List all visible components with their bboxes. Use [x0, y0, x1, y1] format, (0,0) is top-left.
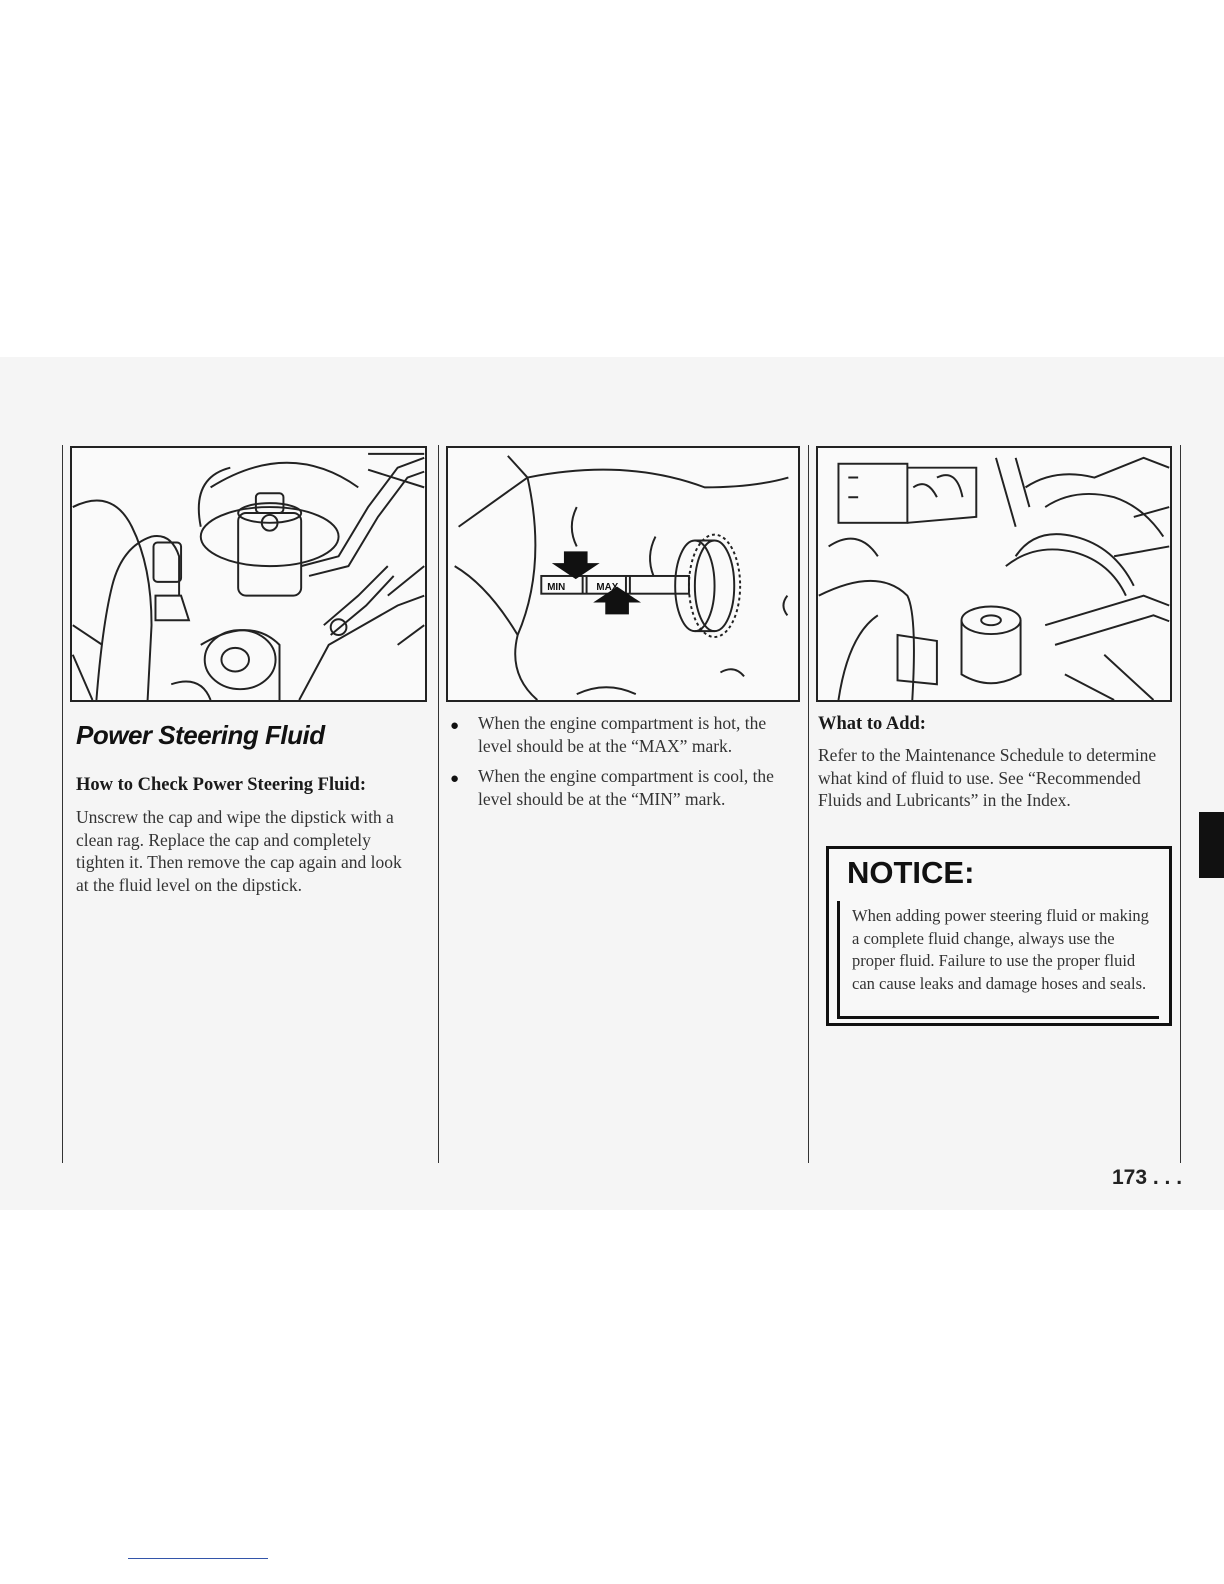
notice-body: When adding power steering fluid or making a complete fluid change, always use the proper fluid. Failure to use the proper fluid can cause leaks and damage hoses and seals.: [852, 906, 1149, 993]
what-to-add-heading: What to Add:: [818, 714, 926, 734]
section-title: Power Steering Fluid: [76, 720, 325, 750]
fluid-level-bullets: [450, 712, 802, 818]
notice-box: [826, 846, 1172, 1026]
dipstick-illustration: [446, 446, 800, 702]
bullet-text-cool: When the engine compartment is cool, the level should be at the “MIN” mark.: [478, 766, 774, 809]
bullet-icon: ●: [450, 718, 460, 734]
column-divider-left: [62, 445, 63, 1163]
notice-title: NOTICE:: [847, 855, 975, 890]
bullet-icon: ●: [450, 771, 460, 787]
list-item: [450, 765, 802, 810]
how-to-check-heading: How to Check Power Steering Fluid:: [76, 775, 366, 795]
section-edge-tab: [1199, 812, 1224, 878]
column-divider-1: [438, 445, 439, 1163]
column-divider-right: [1180, 445, 1181, 1163]
what-to-add-paragraph: Refer to the Maintenance Schedule to determine what kind of fluid to use. See “Recommended Fluids and Lubricants” in the Index.: [818, 745, 1157, 810]
footer-rule: [128, 1558, 268, 1559]
how-to-check-paragraph: Unscrew the cap and wipe the dipstick with a clean rag. Replace the cap and completely tighten it. Then remove the cap again and look at the fluid level on the dipstick.: [76, 807, 402, 895]
max-label: MAX: [596, 581, 619, 593]
engine-compartment-illustration: [70, 446, 427, 702]
notice-inner-frame: [837, 901, 1159, 1019]
bullet-text-hot: When the engine compartment is hot, the level should be at the “MAX” mark.: [478, 713, 767, 756]
column-divider-2: [808, 445, 809, 1163]
min-label: MIN: [547, 581, 566, 593]
adding-fluid-illustration: [816, 446, 1172, 702]
page-number: 173 . . .: [1112, 1166, 1183, 1189]
list-item: [450, 712, 802, 757]
